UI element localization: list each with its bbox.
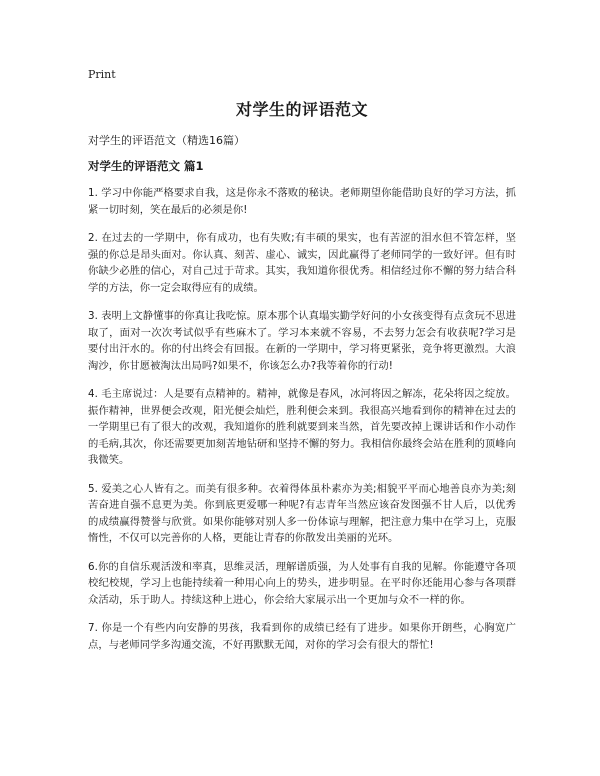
paragraph-6: 6.你的自信乐观活泼和率真，思维灵活，理解谱质强，为人处事有自我的见解。你能遵守各项校纪校规，学习上也能持续着一种用心向上的势头，进步明显。在平时你还能用心参与各项群众活动，乐于助人。持续这种上进心，你会给大家展示出一个更加与众不一样的你。 (88, 560, 516, 606)
print-label: Print (88, 68, 116, 81)
paragraph-3: 3. 表明上文静懂事的你真让我吃惊。原本那个认真塌实勤学好问的小女孩变得有点贪玩不思进取了，面对一次次考试似乎有些麻木了。学习本来就不容易，不去努力怎会有收获呢?学习是要付出汗水的。你的付出终会有回报。在新的一学期中，学习将更紧张，竞争将更激烈。大浪淘沙，你甘愿被淘汰出局吗?如果不，你该怎么办?我等着你的行动! (88, 310, 516, 372)
page-title: 对学生的评语范文 (235, 100, 368, 119)
document-subtitle: 对学生的评语范文（精选16篇） (88, 134, 245, 147)
paragraph-4: 4. 毛主席说过：人是要有点精神的。精神，就像是春风，冰河将因之解冻，花朵将因之绽放。振作精神，世界便会改观，阳光便会灿烂，胜利便会来到。我很高兴地看到你的精神在过去的一学期里已有了很大的改观，我知道你的胜利就要到来当然，首先要改掉上课讲话和作小动作的毛病,其次，你还需要更加刻苦地钻研和坚持不懈的努力。我相信你最终会站在胜利的顶峰向我微笑。 (88, 388, 516, 466)
paragraph-5: 5. 爱美之心人皆有之。而美有很多种。衣着得体虽朴素亦为美;相貌平平而心地善良亦为美;刻苦奋进自强不息更为美。你到底更爱哪一种呢?有志青年当然应该奋发图强不甘人后，以优秀的成绩赢得赞誉与欣赏。如果你能够对别人多一份体谅与理解，把注意力集中在学习上，克服惰性，不仅可以完善你的人格，更能让青春的你散发出美丽的光环。 (88, 482, 516, 544)
section-heading: 对学生的评语范文 篇1 (88, 159, 204, 173)
paragraph-1: 1. 学习中你能严格要求自我，这是你永不落败的秘诀。老师期望你能借助良好的学习方法，抓紧一切时刻，笑在最后的必须是你! (88, 187, 516, 216)
document-page (88, 68, 516, 665)
paragraph-7: 7. 你是一个有些内向安静的男孩，我看到你的成绩已经有了进步。如果你开朗些，心胸宽广点，与老师同学多沟通交流，不好再默默无闻，对你的学习会有很大的帮忙! (88, 622, 516, 651)
paragraph-2: 2. 在过去的一学期中，你有成功，也有失败;有丰硕的果实，也有苦涩的泪水但不管怎样，坚强的你总是昂头面对。你认真、刻苦、虚心、诚实，因此赢得了老师同学的一致好评。但有时你缺少必胜的信心，对自己过于苛求。其实，我知道你很优秀。相信经过你不懈的努力结合科学的方法，你一定会取得应有的成绩。 (88, 232, 516, 294)
